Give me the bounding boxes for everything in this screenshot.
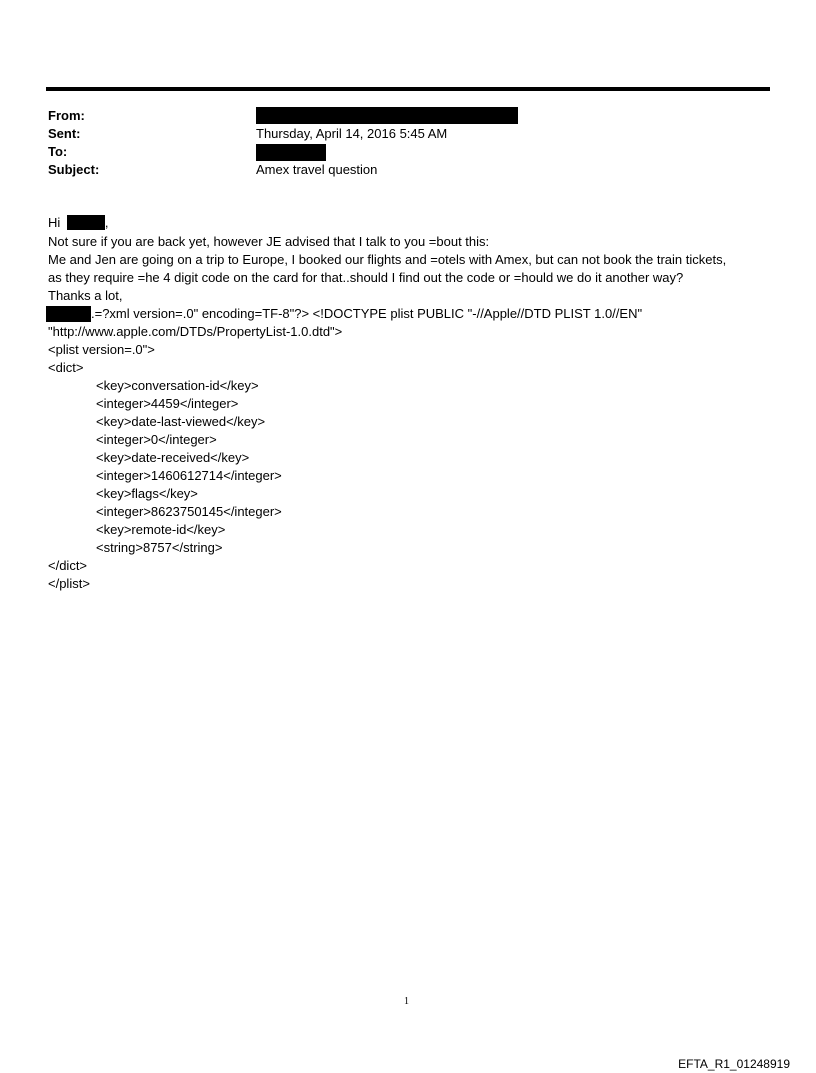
dict-entry: <key>flags</key>: [96, 486, 198, 501]
greeting-redaction: [67, 215, 105, 230]
body-line-3: as they require =he 4 digit code on the card for that..should I find out the code or =hould we do it another way?: [48, 270, 684, 285]
dict-entry: <key>remote-id</key>: [96, 522, 226, 537]
greeting-text: Hi: [48, 215, 61, 230]
to-label: To:: [48, 144, 68, 159]
bates-number: EFTA_R1_01248919: [678, 1057, 790, 1071]
subject-label: Subject:: [48, 162, 100, 177]
dict-open: <dict>: [48, 360, 84, 375]
dict-entry: <integer>8623750145</integer>: [96, 504, 282, 519]
signature-redaction: [46, 306, 91, 322]
dict-close: </dict>: [48, 558, 88, 573]
dict-entry: <key>date-last-viewed</key>: [96, 414, 266, 429]
xml-line-2: "http://www.apple.com/DTDs/PropertyList-1.0.dtd">: [48, 324, 343, 339]
xml-line-1: .=?xml version=.0" encoding=TF-8"?> <!DOCTYPE plist PUBLIC "-//Apple//DTD PLIST 1.0//EN": [91, 306, 643, 321]
header-rule: [46, 87, 770, 91]
to-redaction: [256, 144, 326, 161]
greeting-line: [48, 215, 109, 231]
sent-label: Sent:: [48, 126, 81, 141]
body-line-1: Not sure if you are back yet, however JE advised that I talk to you =bout this:: [48, 234, 490, 249]
plist-open: <plist version=.0">: [48, 342, 155, 357]
dict-entry: <integer>1460612714</integer>: [96, 468, 282, 483]
from-label: From:: [48, 108, 85, 123]
body-line-2: Me and Jen are going on a trip to Europe, I booked our flights and =otels with Amex, but can not book the train tickets,: [48, 252, 727, 267]
dict-entry: <key>date-received</key>: [96, 450, 250, 465]
subject-value: Amex travel question: [256, 162, 378, 177]
body-line-4: Thanks a lot,: [48, 288, 123, 303]
sent-value: Thursday, April 14, 2016 5:45 AM: [256, 126, 448, 141]
dict-entry: <integer>0</integer>: [96, 432, 217, 447]
page-number: 1: [404, 996, 409, 1007]
plist-close: </plist>: [48, 576, 90, 591]
from-redaction: [256, 107, 518, 124]
dict-entry: <key>conversation-id</key>: [96, 378, 259, 393]
greeting-suffix: ,: [104, 215, 109, 230]
dict-entry: <integer>4459</integer>: [96, 396, 239, 411]
dict-entry: <string>8757</string>: [96, 540, 223, 555]
